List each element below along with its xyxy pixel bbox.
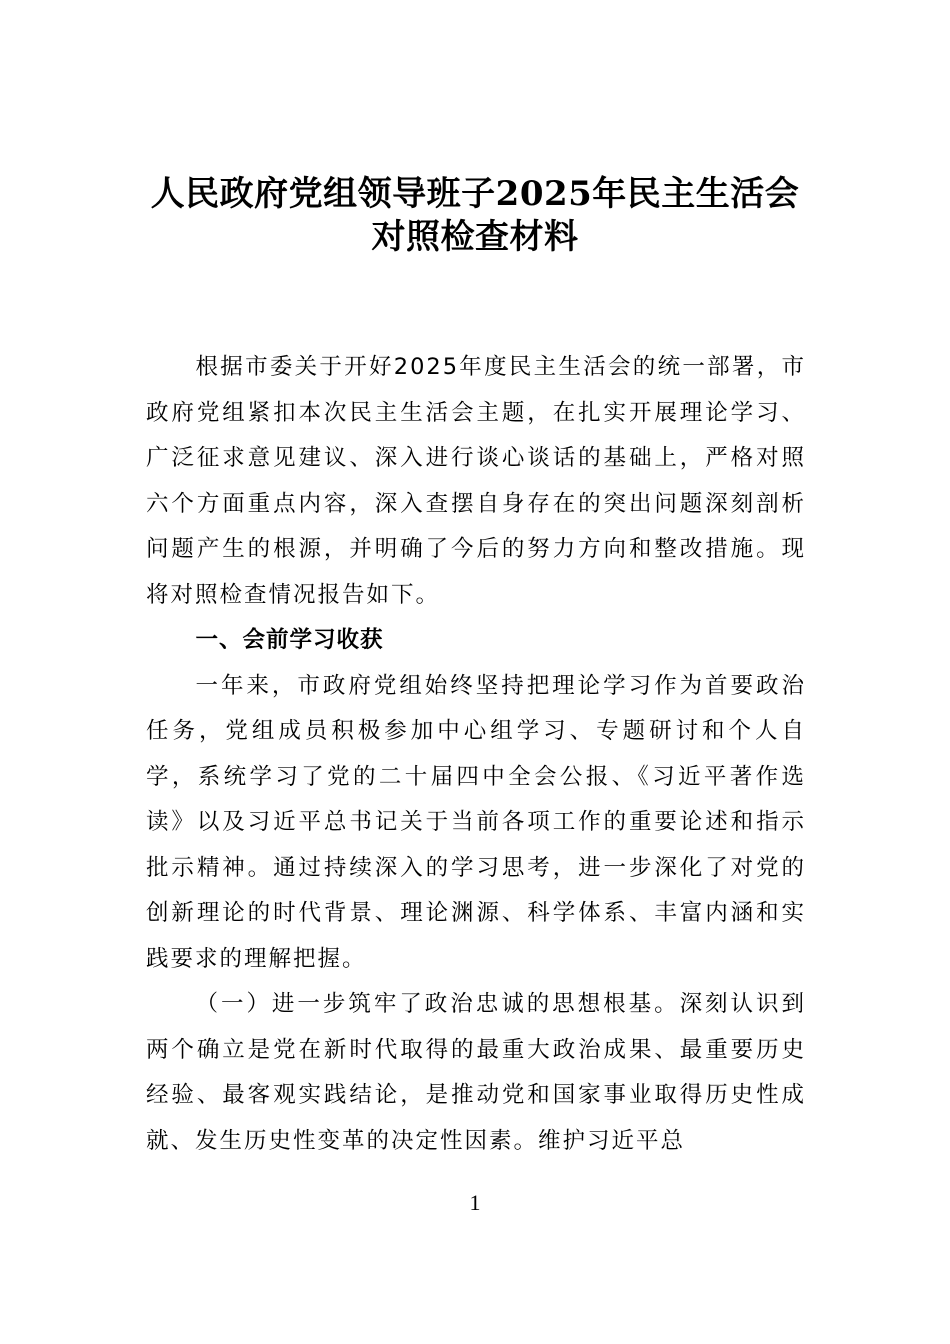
document-title-line-1: 人民政府党组领导班子2025年民主生活会	[150, 174, 800, 214]
subsection-paragraph: （一）进一步筑牢了政治忠诚的思想根基。深刻认识到两个确立是党在新时代取得的最重大政治成果、最重要历史经验、最客观实践结论，是推动党和国家事业取得历史性成就、发生历史性变革的决定性因素。维护习近平总	[146, 991, 806, 1154]
document-body	[146, 345, 806, 1164]
intro-paragraph: 根据市委关于开好2025年度民主生活会的统一部署，市政府党组紧扣本次民主生活会主题，在扎实开展理论学习、广泛征求意见建议、深入进行谈心谈话的基础上，严格对照六个方面重点内容，深入查摆自身存在的突出问题深刻剖析问题产生的根源，并明确了今后的努力方向和整改措施。现将对照检查情况报告如下。	[146, 354, 806, 608]
document-title-line-2: 对照检查材料	[371, 217, 579, 257]
page-number: 1	[469, 1190, 481, 1215]
section-heading: 一、会前学习收获	[195, 627, 384, 653]
section-paragraph: 一年来，市政府党组始终坚持把理论学习作为首要政治任务，党组成员积极参加中心组学习、专题研讨和个人自学，系统学习了党的二十届四中全会公报、《习近平著作选读》以及习近平总书记关于当前各项工作的重要论述和指示批示精神。通过持续深入的学习思考，进一步深化了对党的创新理论的时代背景、理论渊源、科学体系、丰富内涵和实践要求的理解把握。	[146, 672, 806, 972]
